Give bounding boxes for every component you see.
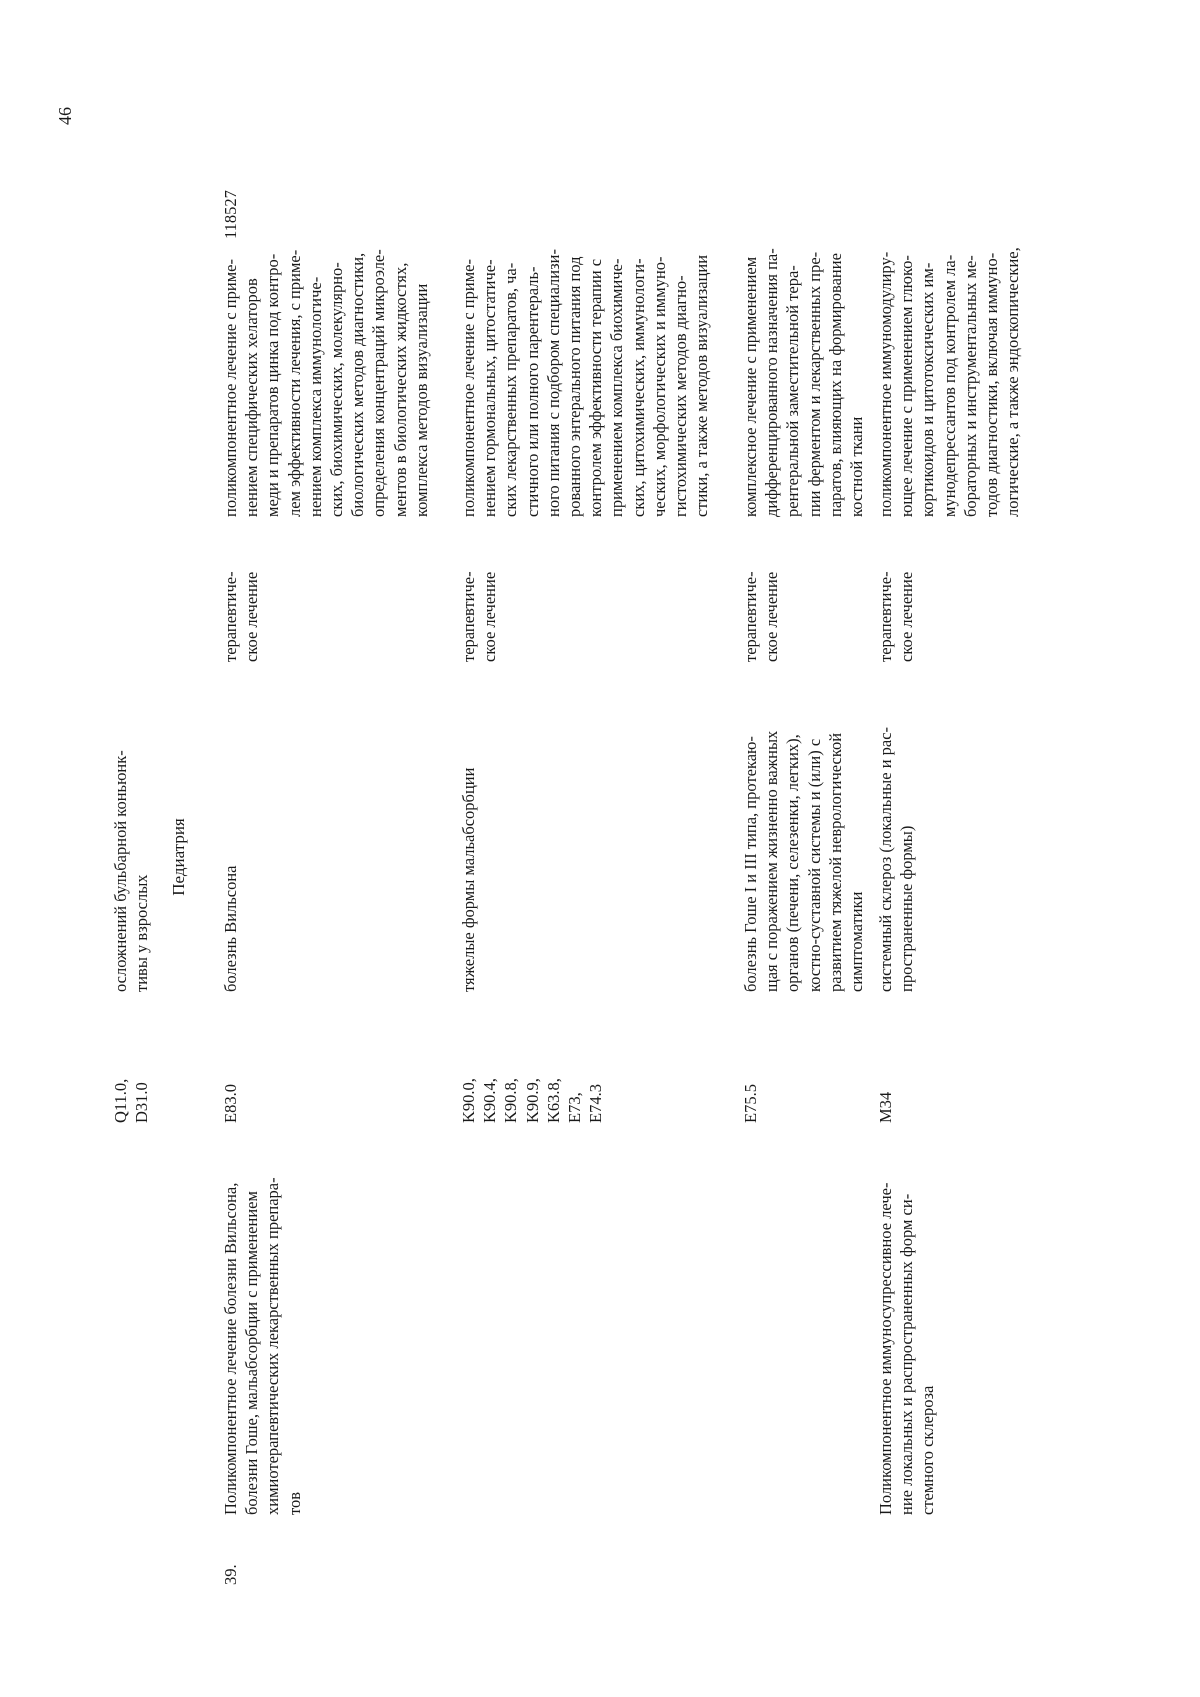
row-2-codes: K90.0, K90.4, K90.8, K90.9, K63.8, E73, E74.3: [459, 1078, 606, 1123]
row-1-treatment-type: терапевтиче- ское лечение: [221, 571, 262, 662]
page-number: 46: [55, 107, 75, 125]
group-name: Поликомпонентное лечение болезни Вильсона, болезни Гоше, мальабсорбции с применением химиотерапевтических лекарственных препара- тов: [221, 1177, 304, 1515]
row-1-codes: E83.0: [221, 1084, 240, 1123]
row-4-codes: M34: [876, 1091, 895, 1123]
top-row-codes: Q11.0, D31.0: [111, 1078, 152, 1123]
row-2-method: поликомпонентное лечение с приме- нением гормональных, цитостатиче- ских лекарственных препаратов, ча- стичного или полного парентераль- ного питания с подбором специализи- рованного энтерального питания под контролем эффективности терапии с применением комплекса биохимиче- ских, цитохимических, иммунологи- ческих, морфологических и иммуно- гистохимических методов диагно- стики, а также методов визуализации: [459, 249, 712, 517]
row-1-condition: болезнь Вильсона: [221, 865, 240, 992]
row-2-treatment-type: терапевтиче- ское лечение: [459, 571, 500, 662]
group-cost: 118527: [221, 190, 240, 239]
row-4-condition: системный склероз (локальные и рас- пространенные формы): [876, 726, 917, 992]
section-heading: Педиатрия: [169, 818, 188, 896]
row-2-condition: тяжелые формы мальабсорбции: [459, 767, 478, 992]
row-3-condition: болезнь Гоше I и III типа, протекаю- щая с поражением жизненно важных органов (печени, селезенки, легких), костно-суставной системы и (или) с развитием тяжелой неврологической симптоматики: [741, 730, 867, 992]
row-3-treatment-type: терапевтиче- ское лечение: [741, 571, 782, 662]
row-4-treatment-type: терапевтиче- ское лечение: [876, 571, 917, 662]
row-1-method: поликомпонентное лечение с приме- нением специфических хелаторов меди и препаратов цинка под контро- лем эффективности лечения, с приме- нением комплекса иммунологиче- ских, биохимических, молекулярно- биологических методов диагностики, определения концентраций микроэле- ментов в биологических жидкостях, комплекса методов визуализации: [221, 249, 431, 517]
row-3-codes: E75.5: [741, 1084, 760, 1123]
row-4-group-name: Поликомпонентное иммуносупрессивное лече- ние локальных и распространенных форм си- стемного склероза: [876, 1182, 938, 1515]
top-row-condition: осложнений бульбарной коньюнк- тивы у взрослых: [111, 750, 152, 992]
row-3-method: комплексное лечение с применением дифференцированного назначения па- рентеральной заместительной тера- пии ферментом и лекарственных пре- паратов, влияющих на формирование костной ткани: [741, 248, 867, 517]
group-number: 39.: [221, 1564, 240, 1585]
row-4-method: поликомпонентное иммуномодулиру- ющее лечение с применением глюко- кортикоидов и цитотоксических им- мунодепрессантов под контролем ла- бораторных и инструментальных ме- тодов диагностики, включая иммуно- логические, а также эндоскопические,: [876, 247, 1023, 517]
